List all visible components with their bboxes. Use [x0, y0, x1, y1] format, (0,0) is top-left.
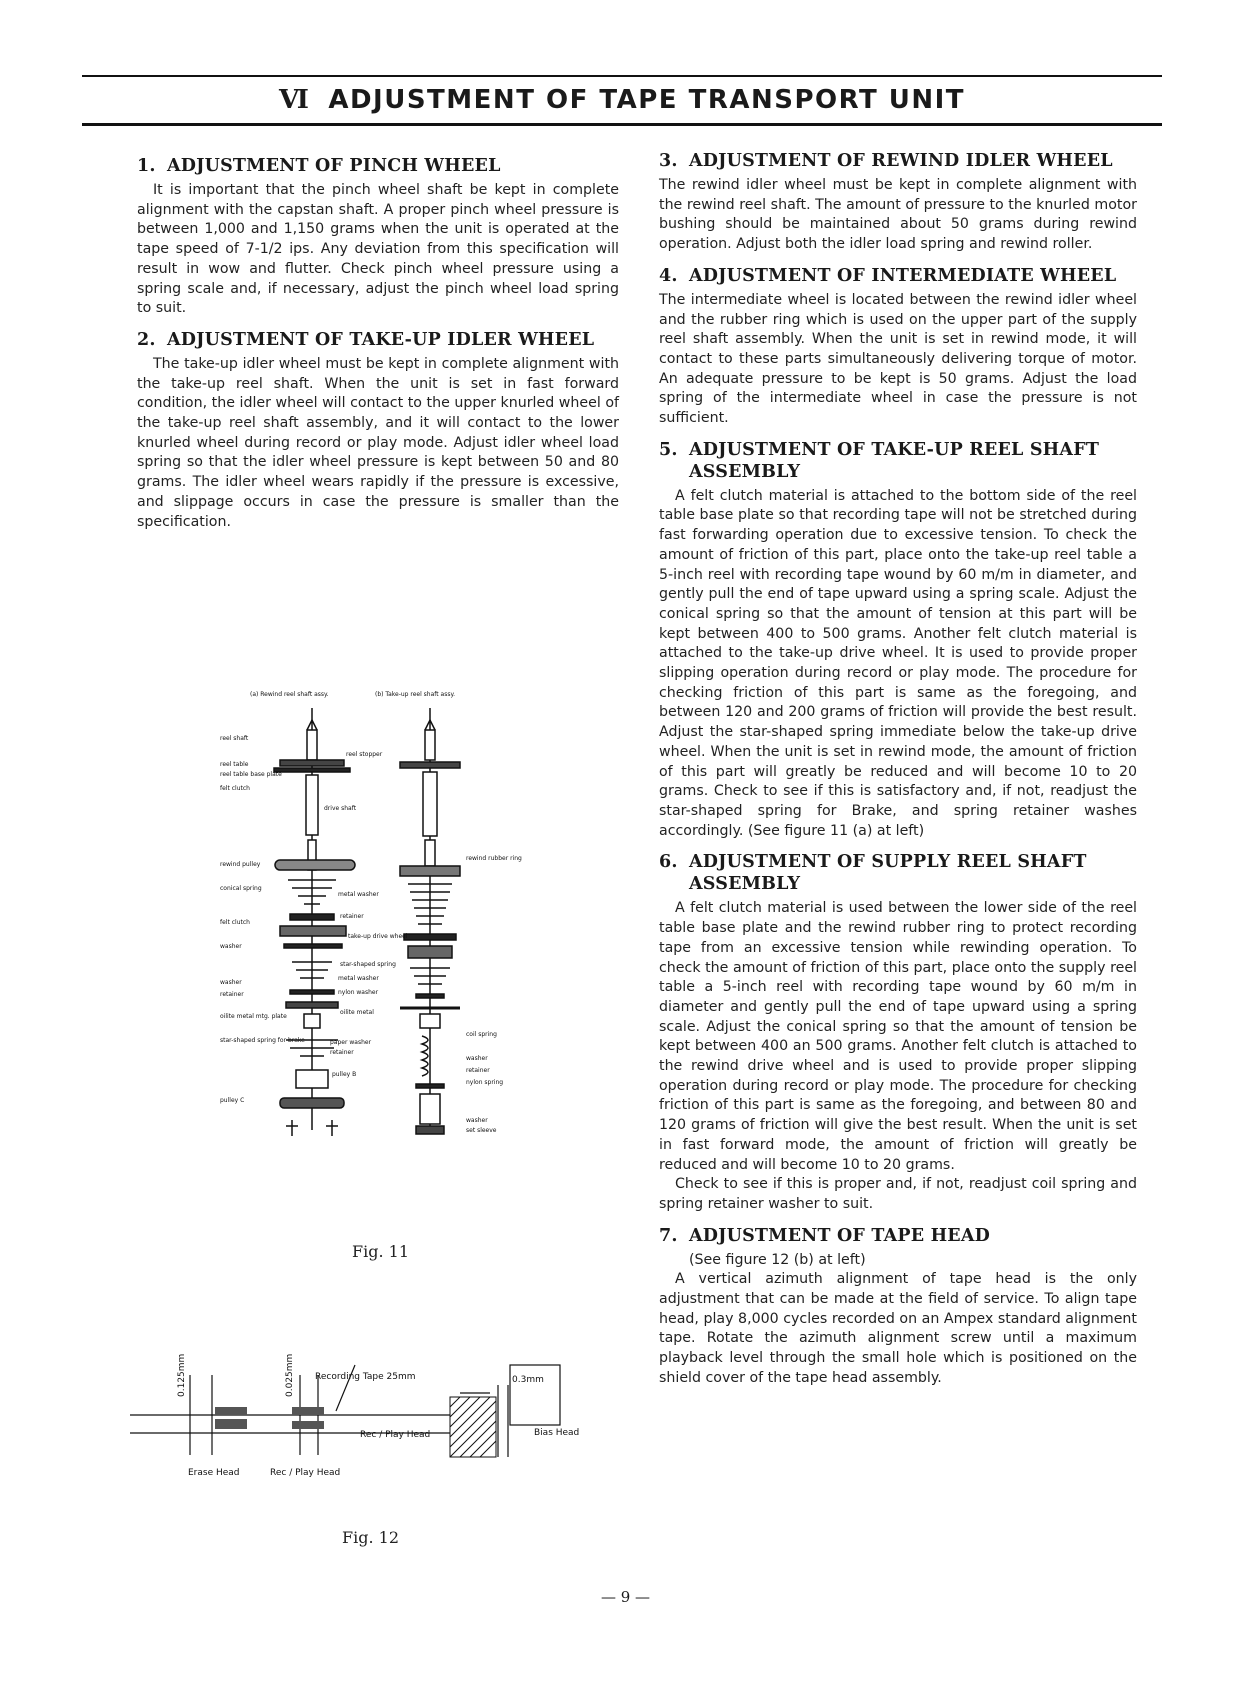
- fig11-subtitle-b: (b) Take-up reel shaft assy.: [375, 691, 456, 698]
- header-rule-top: [82, 75, 1162, 77]
- fig11-label-mid: nylon washer: [338, 989, 379, 996]
- section-heading: [659, 851, 1137, 895]
- section-5: [659, 439, 1137, 842]
- page-title: [82, 78, 1162, 122]
- fig11-label-mid: oilite metal: [340, 1009, 374, 1016]
- section-number: 1.: [137, 156, 156, 176]
- fig11-label-mid: pulley B: [332, 1071, 357, 1078]
- section-title: ADJUSTMENT OF TAKE-UP REEL SHAFT: [689, 439, 1100, 460]
- section-body: The take-up idler wheel must be kept in complete alignment with the take-up reel shaft. When the unit is set in fast forward condition, the idler wheel will contact to the upper knurled wheel of the take-up reel shaft assembly, and it will contact to the lower knurled wheel during record or play mode. Adjust idler wheel load spring so that the idler wheel pressure is kept between 50 and 80 grams. The idler wheel wears rapidly if the pressure is excessive, and slippage occurs in case the pressure is smaller than the specification.: [137, 355, 619, 530]
- section-note: (See figure 12 (b) at left): [689, 1251, 866, 1268]
- section-heading: [659, 150, 1137, 172]
- section-number: 7.: [659, 1225, 678, 1246]
- section-7: [659, 1225, 1137, 1389]
- section-number: 6.: [659, 852, 678, 873]
- section-body: The intermediate wheel is located between the rewind idler wheel and the rubber ring which is used on the upper part of the supply reel shaft assembly. When the unit is set in rewind mode, it will contact to these parts simultaneously delivering torque of motor. An adequate pressure to be kept is 50 grams. Adjust the load spring of the intermediate wheel in case the pressure is not sufficient.: [659, 291, 1137, 427]
- fig11-label-left: pulley C: [220, 1097, 245, 1104]
- fig11-label-right: nylon spring: [466, 1079, 504, 1086]
- section-number: 4.: [659, 265, 678, 286]
- section-title: ADJUSTMENT OF PINCH WHEEL: [167, 156, 501, 176]
- section-3: [659, 150, 1137, 255]
- fig11-label-left: reel table base plate: [220, 771, 282, 778]
- fig11-label-mid: paper washer: [330, 1039, 372, 1046]
- fig11-label-left: oilite metal mtg. plate: [220, 1013, 287, 1020]
- section-2: [137, 329, 619, 532]
- section-title: ADJUSTMENT OF INTERMEDIATE WHEEL: [689, 265, 1117, 286]
- right-column: [659, 150, 1137, 1399]
- fig11-label-mid: reel stopper: [346, 751, 383, 758]
- fig11-label-right: rewind rubber ring: [466, 855, 522, 862]
- fig11-label-left: washer: [220, 943, 242, 950]
- fig11-label-mid: drive shaft: [324, 805, 357, 812]
- section-body: A felt clutch material is attached to the bottom side of the reel table base plate so that recording tape will not be stretched during fast forwarding operation due to excessive tension. To check the amount of friction of this part, place onto the take-up reel table a 5-inch reel with recording tape wound by 60 m/m in diameter, and gently pull the end of tape upward using a spring scale. Adjust the conical spring so that the amount of tension at this part will be kept between 400 to 500 grams. Another felt clutch material is attached to the take-up drive wheel. It is used to provide proper slipping operation during record or play mode. The procedure for checking friction of this part is same as the foregoing, and between 120 and 200 grams of friction will provide the best result. Adjust the star-shaped spring immediate below the take-up drive wheel. When the unit is set in rewind mode, the amount of friction of this part will greatly be reduced and will become 10 to 20 grams. Check to see if this is satisfactory and, if not, readjust the star-shaped spring for Brake, and spring retainer washes accordingly. (See figure 11 (a) at left): [659, 487, 1137, 839]
- fig11-label-mid: retainer: [330, 1049, 354, 1056]
- section-number: 3.: [659, 151, 678, 171]
- fig12-dim-a: 0.125mm: [177, 1353, 187, 1397]
- section-body: It is important that the pinch wheel shaft be kept in complete alignment with the capstan shaft. A proper pinch wheel pressure is between 1,000 and 1,150 grams when the unit is operated at the tape speed of 7-1/2 ips. Any deviation from this specification will result in wow and flutter. Check pinch wheel pressure using a spring scale and, if necessary, adjust the pinch wheel load spring to suit.: [137, 182, 619, 317]
- fig12-hatched-heads: [450, 1397, 496, 1457]
- fig11-label-left: felt clutch: [220, 785, 250, 792]
- left-column: [137, 155, 619, 542]
- section-number: 5.: [659, 439, 678, 460]
- page-number: — 9 —: [600, 1588, 651, 1606]
- chapter-title: ADJUSTMENT OF TAPE TRANSPORT UNIT: [328, 85, 966, 115]
- fig12-rec-play-label: Rec / Play Head: [360, 1430, 431, 1440]
- fig12-dim-b: 0.025mm: [285, 1353, 295, 1397]
- figure-11-diagram: [220, 680, 540, 1200]
- section-heading: [137, 155, 619, 177]
- section-1: [137, 155, 619, 319]
- fig12-recplay-bottom-label: Rec / Play Head: [270, 1468, 341, 1478]
- fig12-erase-label: Erase Head: [188, 1468, 240, 1478]
- section-heading: [659, 439, 1137, 483]
- fig11-label-mid: metal washer: [338, 975, 379, 982]
- fig12-head-blocks: [215, 1407, 324, 1429]
- fig11-label-mid: take-up drive wheel: [348, 933, 408, 940]
- fig11-label-left: reel table: [220, 761, 249, 768]
- fig11-label-right: coil spring: [466, 1031, 497, 1038]
- figure-11-caption: Fig. 11: [352, 1242, 409, 1261]
- section-body: The rewind idler wheel must be kept in complete alignment with the rewind reel shaft. The amount of pressure to the knurled motor bushing should be maintained about 50 grams during rewind operation. Adjust both the idler load spring and rewind roller.: [659, 177, 1137, 253]
- figure-12-diagram: [130, 1345, 640, 1485]
- section-number: 2.: [137, 329, 156, 350]
- fig11-label-left: star-shaped spring for brake: [220, 1037, 305, 1044]
- fig11-label-left: retainer: [220, 991, 244, 998]
- section-4: [659, 265, 1137, 429]
- fig11-label-left: washer: [220, 979, 242, 986]
- fig11-label-left: reel shaft: [220, 735, 249, 742]
- section-6: [659, 851, 1137, 1214]
- fig12-tape-label: Recording Tape 25mm: [315, 1372, 416, 1382]
- fig11-label-mid: metal washer: [338, 891, 379, 898]
- section-heading: [659, 265, 1137, 287]
- section-heading: [659, 1225, 1137, 1247]
- fig11-subtitle-a: (a) Rewind reel shaft assy.: [250, 691, 329, 698]
- section-body-continued: Check to see if this is proper and, if not, readjust coil spring and spring retainer washer to suit.: [659, 1176, 1137, 1212]
- section-title: ADJUSTMENT OF TAPE HEAD: [689, 1225, 990, 1246]
- takeup-reel-shaft-drawing: [400, 708, 460, 1134]
- fig11-label-right: set sleeve: [466, 1127, 497, 1134]
- section-title: ADJUSTMENT OF REWIND IDLER WHEEL: [689, 151, 1113, 171]
- fig12-bias-label: Bias Head: [534, 1428, 580, 1438]
- fig12-gap-label: 0.3mm: [512, 1375, 544, 1385]
- figure-12-caption: Fig. 12: [342, 1528, 399, 1547]
- chapter-numeral: Ⅵ: [278, 85, 311, 115]
- header-rule-bottom: [82, 123, 1162, 126]
- section-title-continued: ASSEMBLY: [689, 461, 801, 482]
- fig11-label-mid: retainer: [340, 913, 364, 920]
- fig11-label-left: rewind pulley: [220, 861, 261, 868]
- section-title-continued: ASSEMBLY: [689, 874, 801, 895]
- section-body: A vertical azimuth alignment of tape head is the only adjustment that can be made at the field of service. To align tape head, play 8,000 cycles recorded on an Ampex standard alignment tape. Rotate the azimuth alignment screw until a maximum playback level through the small hole which is positioned on the shield cover of the tape head assembly.: [659, 1271, 1137, 1386]
- fig11-label-right: washer: [466, 1117, 488, 1124]
- section-title: ADJUSTMENT OF TAKE-UP IDLER WHEEL: [167, 329, 595, 350]
- section-heading: [137, 329, 619, 351]
- fig11-label-mid: star-shaped spring: [340, 961, 396, 968]
- fig11-label-right: washer: [466, 1055, 488, 1062]
- fig11-label-left: conical spring: [220, 885, 262, 892]
- fig11-label-left: felt clutch: [220, 919, 250, 926]
- section-body: A felt clutch material is used between the lower side of the reel table base plate and the rewind rubber ring to protect recording tape from an excessive tension while rewinding operation. To check the amount of friction of this part, place onto the supply reel table a 5-inch reel with recording tape wound by 60 m/m in diameter and gently pull the end of tape upward using a spring scale. Adjust the conical spring so that the amount of tension be kept between 400 an 500 grams. Another felt clutch is attached to the rewind drive wheel and is used to provide proper slipping operation during record or play mode. The procedure for checking friction of this part is same as the foregoing, and between 80 and 120 grams of friction will give the best result. When the unit is set in fast forward mode, the amount of friction will greatly be reduced and will become 10 to 20 grams.: [659, 900, 1137, 1173]
- section-title: ADJUSTMENT OF SUPPLY REEL SHAFT: [689, 852, 1087, 873]
- fig11-label-right: retainer: [466, 1067, 490, 1074]
